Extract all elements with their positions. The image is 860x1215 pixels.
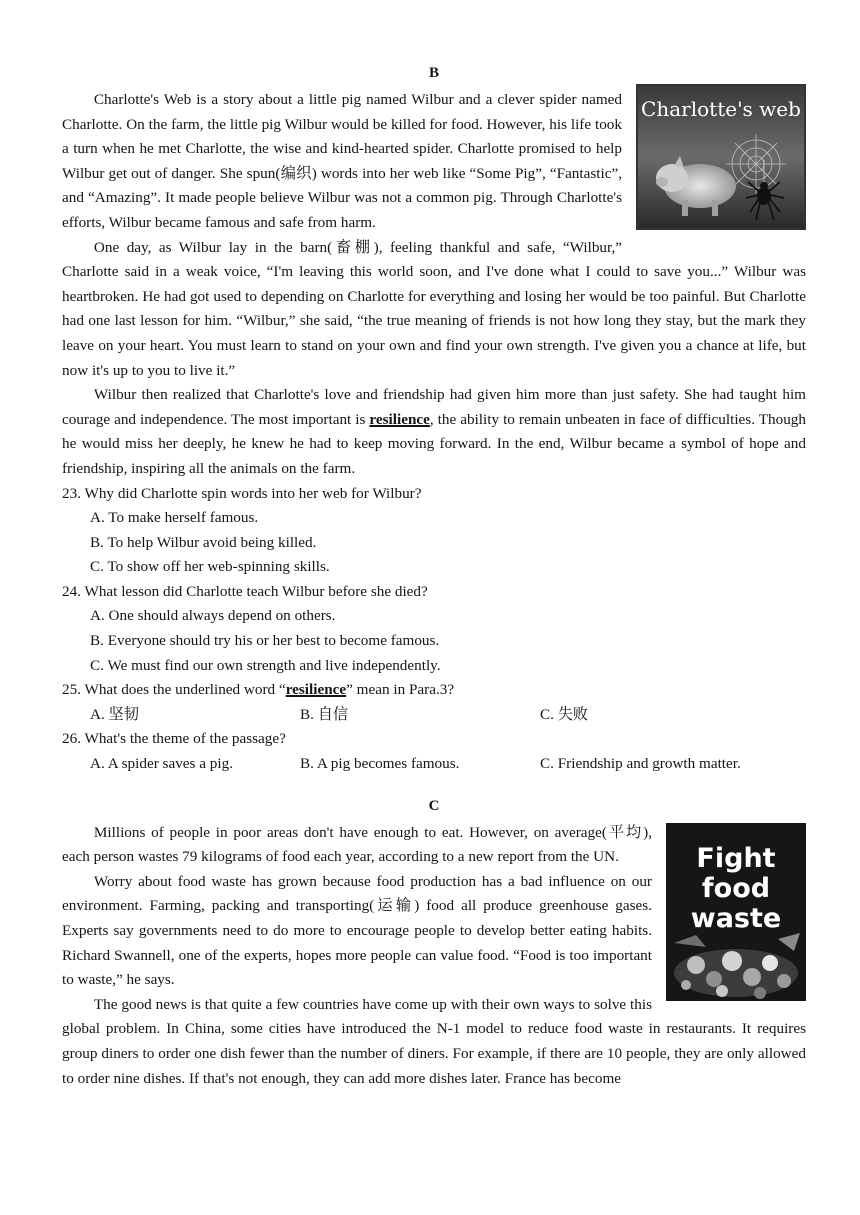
section-c-heading: C [428,797,440,814]
q25-option-a: A. 坚韧 [90,705,139,723]
section-c-paragraph-1: Millions of people in poor areas don't have enough to eat. However, on average(平均), each person wastes 79 kilograms of food each year, according to a new report from the UN. [62,823,652,866]
q23-option-c: C. To show off her web-spinning skills. [90,558,330,576]
q24-option-b: B. Everyone should try his or her best to become famous. [90,632,440,650]
q25-underlined-word: resilience [285,681,347,699]
q26-option-c: C. Friendship and growth matter. [540,755,741,773]
q25-options [62,703,806,728]
q26-options [62,752,806,777]
image-text-food: food [701,872,771,904]
charlottes-web-image [636,84,806,230]
q25-option-c: C. 失败 [540,705,589,723]
section-b-heading: B [428,65,439,81]
fight-food-waste-image [666,823,806,1001]
charlottes-web-illustration [638,86,804,228]
section-c [62,795,806,1092]
q25-text-after: ” mean in Para.3? [346,681,455,699]
section-c-paragraph-2: Worry about food waste has grown because food production has a bad influence on our environment. Farming, packing and transporting(运输) food all produce greenhouse gases. Experts say governments need to do more to encourage people to develop better eating habits. Richard Swannell, one of the experts, hopes more people can value food. “Food is too important to waste,” he says. [62,872,652,989]
q23-option-a: A. To make herself famous. [90,509,259,527]
q26-option-a: A. A spider saves a pig. [90,755,233,773]
section-b-paragraph-2: One day, as Wilbur lay in the barn(畜棚), feeling thankful and safe, “Wilbur,” Charlotte said in a weak voice, “I'm leaving this world soon, and I've done what I could to save you...” Wilbur was heartbroken. He had got used to depending on Charlotte for everything and losing her would be too painful. But Charlotte had one last lesson for him. “Wilbur,” she said, “the true meaning of friends is not how long they stay, but the mark they leave on your heart. You must learn to stand on your own and find your own strength. I've given you a chance at life, but now it's up to you to live it.” [62,238,806,379]
p3-text-before: Wilbur then realized that Charlotte's love and friendship had given him more than just safety. She had taught him courage and independence. The most important is [62,386,806,428]
food-waste-illustration [666,823,806,1001]
section-b [62,62,806,777]
section-b-paragraph-1: Charlotte's Web is a story about a little pig named Wilbur and a clever spider named Charlotte. On the farm, the little pig Wilbur would be killed for food. However, his life took a turn when he met Charlotte, the wise and kind-hearted spider. Charlotte promised to help Wilbur get out of danger. She spun(编织) words into her web like “Some Pig”, “Fantastic”, and “Amazing”. It made people believe Wilbur was not a common pig. Through Charlotte's efforts, Wilbur became famous and safe from harm. [62,91,622,231]
section-c-paragraph-3: The good news is that quite a few countries have come up with their own ways to solve this global problem. In China, some cities have introduced the N-1 model to reduce food waste in restaurants. It requires group diners to order one dish fewer than the number of diners. For example, if there are 10 people, they are only allowed to order nine dishes. If that's not enough, they can add more dishes later. France has become [62,995,806,1087]
section-b-paragraph-3 [62,383,806,481]
question-25 [62,678,806,703]
question-23: 23. Why did Charlotte spin words into her web for Wilbur? [62,484,422,502]
p3-text-after: , the ability to remain unbeaten in face of difficulties. Though he would miss her deeply, he knew he had to keep moving forward. In the end, Wilbur became a symbol of hope and friendship, inspiring all the animals on the farm. [62,410,806,477]
image-text-fight: Fight [696,842,776,874]
question-24: 24. What lesson did Charlotte teach Wilbur before she died? [62,582,428,600]
q23-option-b: B. To help Wilbur avoid being killed. [90,533,317,551]
q24-option-c: C. We must find our own strength and live independently. [90,656,441,674]
image-text-waste: waste [690,902,782,934]
q26-option-b: B. A pig becomes famous. [300,755,460,773]
question-26: 26. What's the theme of the passage? [62,730,286,748]
image-title: Charlotte's web [641,97,801,121]
q24-option-a: A. One should always depend on others. [90,607,336,625]
q25-option-b: B. 自信 [300,705,349,723]
q25-text-before: 25. What does the underlined word “ [62,681,286,699]
underlined-word-resilience: resilience [369,410,430,428]
exam-page [62,62,806,1091]
